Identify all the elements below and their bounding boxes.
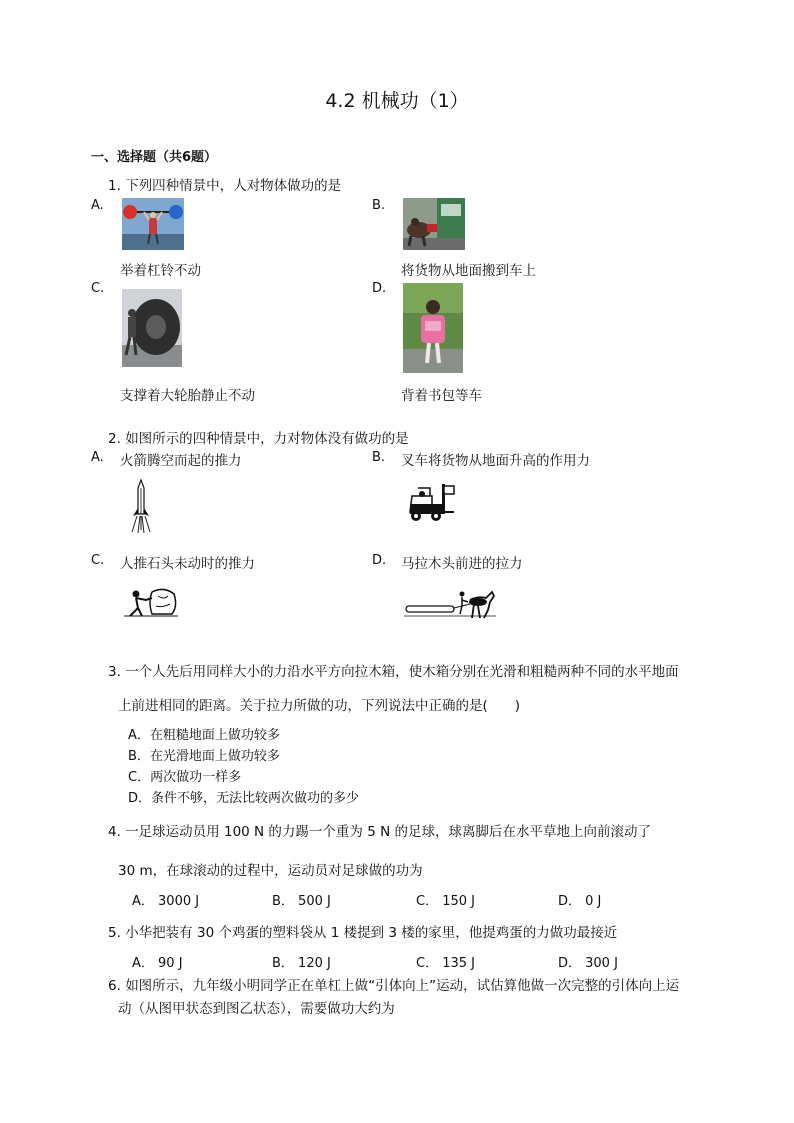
section-heading: 一、选择题（共6题） [91, 150, 218, 165]
q6-text-1: 如图所示，九年级小明同学正在单杠上做“引体向上”运动，试估算他做一次完整的引体向上运 [125, 978, 680, 994]
q4-line2: 30 m，在球滚动的过程中，运动员对足球做的功为 [118, 863, 423, 879]
q4-text-1: 一足球运动员用 100 N 的力踢一个重为 5 N 的足球，球离脚后在水平草地上向前滚动了 [125, 824, 651, 840]
q2-number: 2. [108, 431, 121, 447]
horse-log-drawing [404, 586, 496, 620]
q2-stem [108, 427, 409, 447]
q5-option-c: C． 135 J [416, 956, 475, 971]
q5-option-a: A． 90 J [132, 956, 183, 971]
q2-option-c-text: 人推石头未动时的推力 [120, 556, 255, 572]
q1-option-a-text: 举着杠铃不动 [120, 263, 201, 279]
q3-option-b: B．在光滑地面上做功较多 [128, 749, 280, 764]
q1-option-b-letter: B. [372, 198, 386, 213]
q3-option-c: C．两次做功一样多 [128, 770, 242, 785]
q2-text: 如图所示的四种情景中，力对物体没有做功的是 [125, 431, 409, 447]
q6-line2: 动（从图甲状态到图乙状态），需要做功大约为 [118, 1001, 395, 1017]
q6-line1 [108, 974, 679, 994]
q5-number: 5. [108, 925, 121, 941]
q5-option-d: D． 300 J [558, 956, 618, 971]
q6-number: 6. [108, 978, 121, 994]
q2-option-a-letter: A. [91, 450, 104, 465]
q1-option-c-text: 支撑着大轮胎静止不动 [120, 388, 255, 404]
q2-option-d-letter: D. [372, 553, 387, 568]
q4-option-d: D． 0 J [558, 894, 602, 909]
q2-option-d-text: 马拉木头前进的拉力 [401, 556, 523, 572]
forklift-drawing [406, 482, 456, 522]
q1-option-b-text: 将货物从地面搬到车上 [401, 263, 536, 279]
pushing-stone-drawing [124, 586, 178, 618]
q3-number: 3. [108, 664, 121, 680]
page-title: 4.2 机械功（1） [325, 90, 469, 112]
q4-option-a: A． 3000 J [132, 894, 200, 909]
lifting-cargo-photo [403, 198, 465, 250]
tire-photo [122, 289, 182, 367]
q1-option-c-letter: C. [91, 281, 105, 296]
schoolbag-photo [403, 283, 463, 373]
q3-line2: 上前进相同的距离。关于拉力所做的功，下列说法中正确的是( ) [118, 698, 521, 714]
q2-option-c-letter: C. [91, 553, 105, 568]
q1-option-a-letter: A. [91, 198, 104, 213]
q1-number: 1. [108, 178, 121, 194]
q3-line1 [108, 660, 679, 680]
q3-option-d: D．条件不够，无法比较两次做功的多少 [128, 791, 360, 806]
rocket-drawing [128, 478, 154, 534]
q1-text: 下列四种情景中，人对物体做功的是 [125, 178, 342, 194]
q4-line1 [108, 820, 651, 840]
q4-number: 4. [108, 824, 121, 840]
q2-option-b-letter: B. [372, 450, 386, 465]
q5-text: 小华把装有 30 个鸡蛋的塑料袋从 1 楼提到 3 楼的家里，他提鸡蛋的力做功最接近 [125, 925, 618, 941]
q1-option-d-text: 背着书包等车 [401, 388, 482, 404]
q2-option-b-text: 叉车将货物从地面升高的作用力 [401, 453, 590, 469]
q4-option-c: C． 150 J [416, 894, 475, 909]
q2-option-a-text: 火箭腾空而起的推力 [120, 453, 242, 469]
q3-option-a: A．在粗糙地面上做功较多 [128, 728, 280, 743]
q5-option-b: B． 120 J [272, 956, 331, 971]
q3-text-1: 一个人先后用同样大小的力沿水平方向拉木箱，使木箱分别在光滑和粗糙两种不同的水平地面 [125, 664, 679, 680]
q1-stem [108, 174, 341, 194]
q5-stem [108, 921, 617, 941]
weightlifting-photo [122, 198, 184, 250]
q1-option-d-letter: D. [372, 281, 387, 296]
q4-option-b: B． 500 J [272, 894, 331, 909]
